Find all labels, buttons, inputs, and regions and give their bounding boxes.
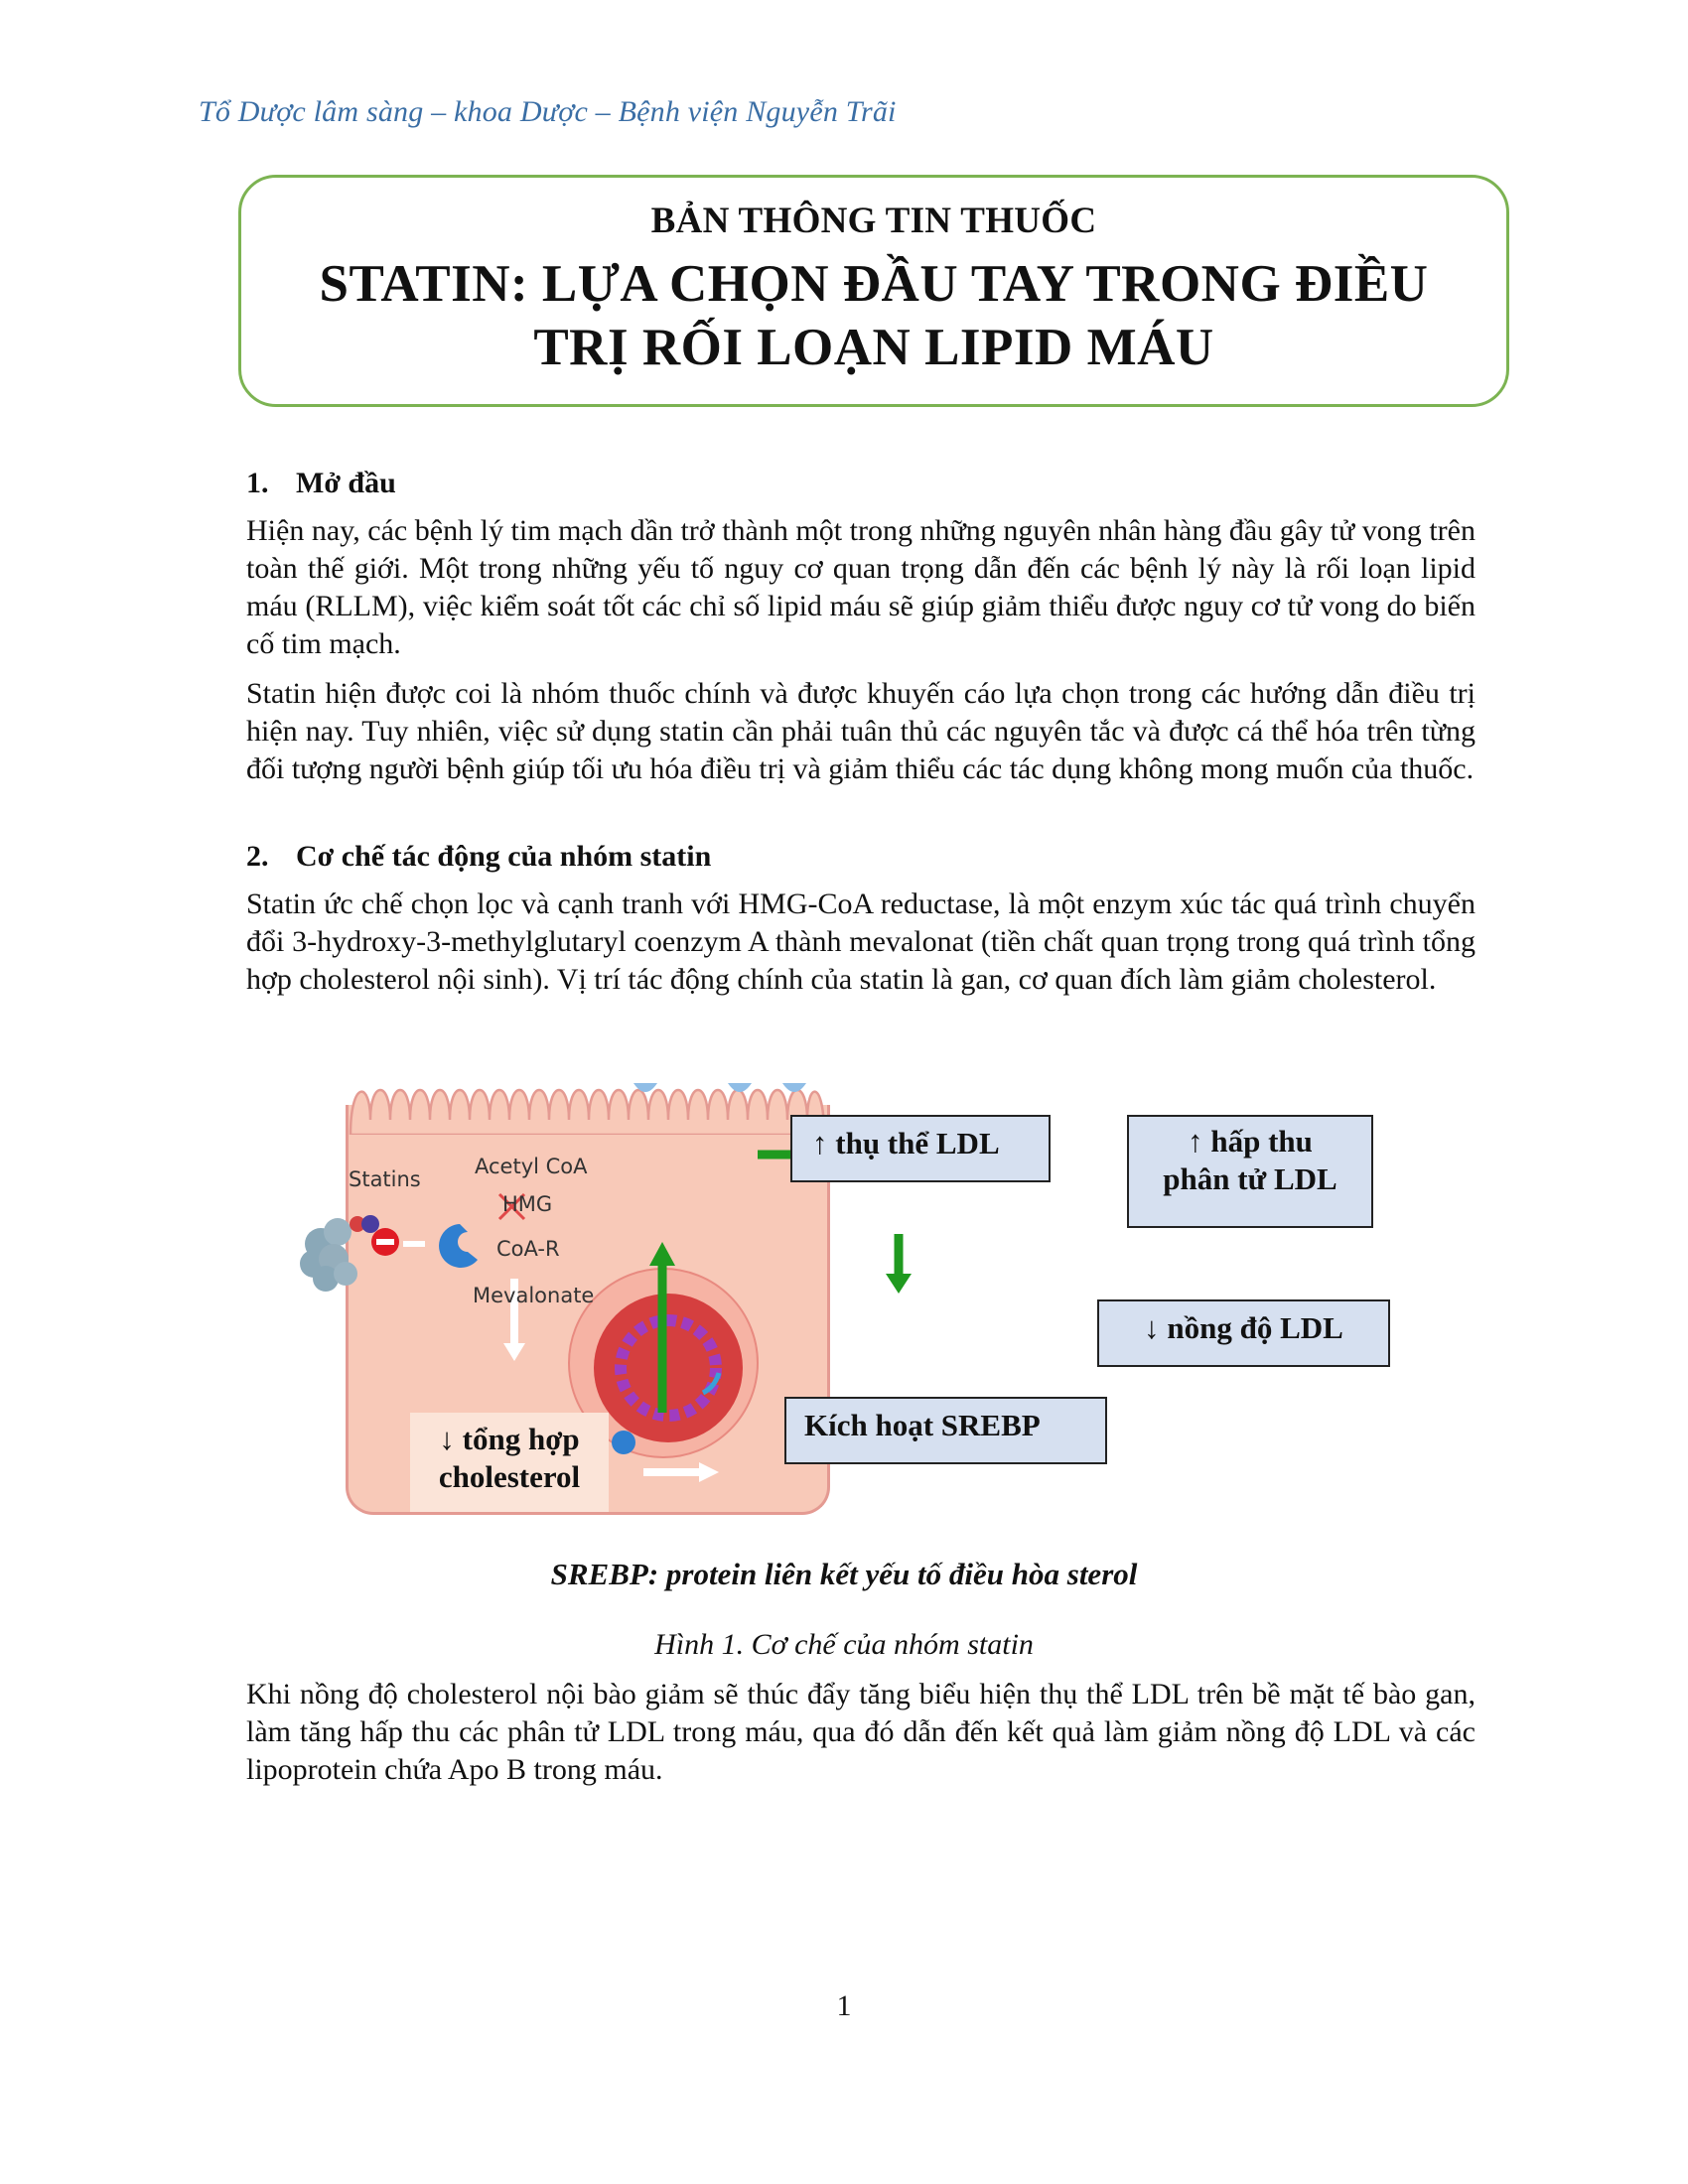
page-number: 1 xyxy=(836,1989,852,2022)
paragraph: Statin ức chế chọn lọc và cạnh tranh với HMG-CoA reductase, là một enzym xúc tác quá trình chuyển đổi 3-hydroxy-3-methylglutaryl coenzym A thành mevalonat (tiền chất quan trọng trong quá trình tổng hợp cholesterol nội sinh). Vị trí tác động chính của statin là gan, cơ quan đích làm giảm cholesterol. xyxy=(246,887,1476,996)
document-title xyxy=(241,252,1506,379)
title-line-2: TRỊ RỐI LOẠN LIPID MÁU xyxy=(533,319,1214,376)
label-acetyl-coa: Acetyl CoA xyxy=(475,1155,588,1178)
box-increase-ldl-receptor: ↑ thụ thể LDL xyxy=(790,1115,1051,1182)
label-statins: Statins xyxy=(349,1167,421,1191)
closing-section xyxy=(246,1676,1476,1789)
label-coa-r: CoA-R xyxy=(496,1237,560,1261)
figure-legend: SREBP: protein liên kết yếu tố điều hòa sterol xyxy=(550,1557,1138,1591)
box-text: ↓ tổng hợp xyxy=(439,1422,580,1456)
section-intro xyxy=(246,465,1476,788)
label-hmg: HMG xyxy=(502,1192,553,1216)
mechanism-figure xyxy=(276,1075,1398,1542)
paragraph: Hiện nay, các bệnh lý tim mạch dần trở thành một trong những nguyên nhân hàng đầu gây tử vong trên toàn thế giới. Một trong những yếu tố nguy cơ quan trọng dẫn đến các bệnh lý này là rối loạn lipid máu (RLLM), việc kiểm soát tốt các chỉ số lipid máu sẽ giúp giảm thiểu được nguy cơ tử vong do biến cố tim mạch. xyxy=(246,514,1476,660)
section-heading xyxy=(246,465,1476,502)
box-text: phân tử LDL xyxy=(1163,1161,1337,1196)
paragraph: Khi nồng độ cholesterol nội bào giảm sẽ thúc đẩy tăng biểu hiện thụ thể LDL trên bề mặt tế bào gan, làm tăng hấp thu các phân tử LDL trong máu, qua đó dẫn đến kết quả làm giảm nồng độ LDL và các lipoprotein chứa Apo B trong máu. xyxy=(246,1678,1476,1786)
box-decrease-cholesterol-synthesis xyxy=(410,1413,609,1512)
section-title: Cơ chế tác động của nhóm statin xyxy=(296,840,712,873)
section-number: 1. xyxy=(246,467,269,499)
paragraph: Statin hiện được coi là nhóm thuốc chính và được khuyến cáo lựa chọn trong các hướng dẫn điều trị hiện nay. Tuy nhiên, việc sử dụng statin cần phải tuân thủ các nguyên tắc và được cá thể hóa trên từng đối tượng người bệnh giúp tối ưu hóa điều trị và giảm thiểu các tác dụng không mong muốn của thuốc. xyxy=(246,677,1476,785)
section-number: 2. xyxy=(246,840,269,873)
inhibition-icon xyxy=(371,1228,399,1256)
statin-molecule-icon xyxy=(300,1215,379,1292)
figure-caption: Hình 1. Cơ chế của nhóm statin xyxy=(654,1628,1034,1661)
arrow-right-icon xyxy=(699,1462,719,1482)
label-mevalonate: Mevalonate xyxy=(473,1284,595,1307)
section-title: Mở đầu xyxy=(296,467,396,499)
document-type: BẢN THÔNG TIN THUỐC xyxy=(650,201,1097,241)
page-header: Tổ Dược lâm sàng – khoa Dược – Bệnh viện Nguyễn Trãi xyxy=(199,95,897,128)
section-heading xyxy=(246,838,1476,876)
box-decrease-ldl-concentration: ↓ nồng độ LDL xyxy=(1097,1299,1390,1367)
arrow-down-icon xyxy=(503,1343,525,1361)
title-line-1: STATIN: LỰA CHỌN ĐẦU TAY TRONG ĐIỀU xyxy=(319,255,1429,313)
section-mechanism xyxy=(246,838,1476,999)
box-text: cholesterol xyxy=(438,1459,581,1494)
title-box xyxy=(238,175,1509,407)
arrow-down-icon xyxy=(886,1274,912,1294)
enzyme-icon xyxy=(439,1224,478,1268)
arrow-up-icon xyxy=(649,1242,675,1266)
box-increase-ldl-uptake xyxy=(1127,1115,1373,1228)
box-activate-srebp: Kích hoạt SREBP xyxy=(784,1397,1107,1464)
box-text: ↑ hấp thu xyxy=(1188,1124,1313,1159)
